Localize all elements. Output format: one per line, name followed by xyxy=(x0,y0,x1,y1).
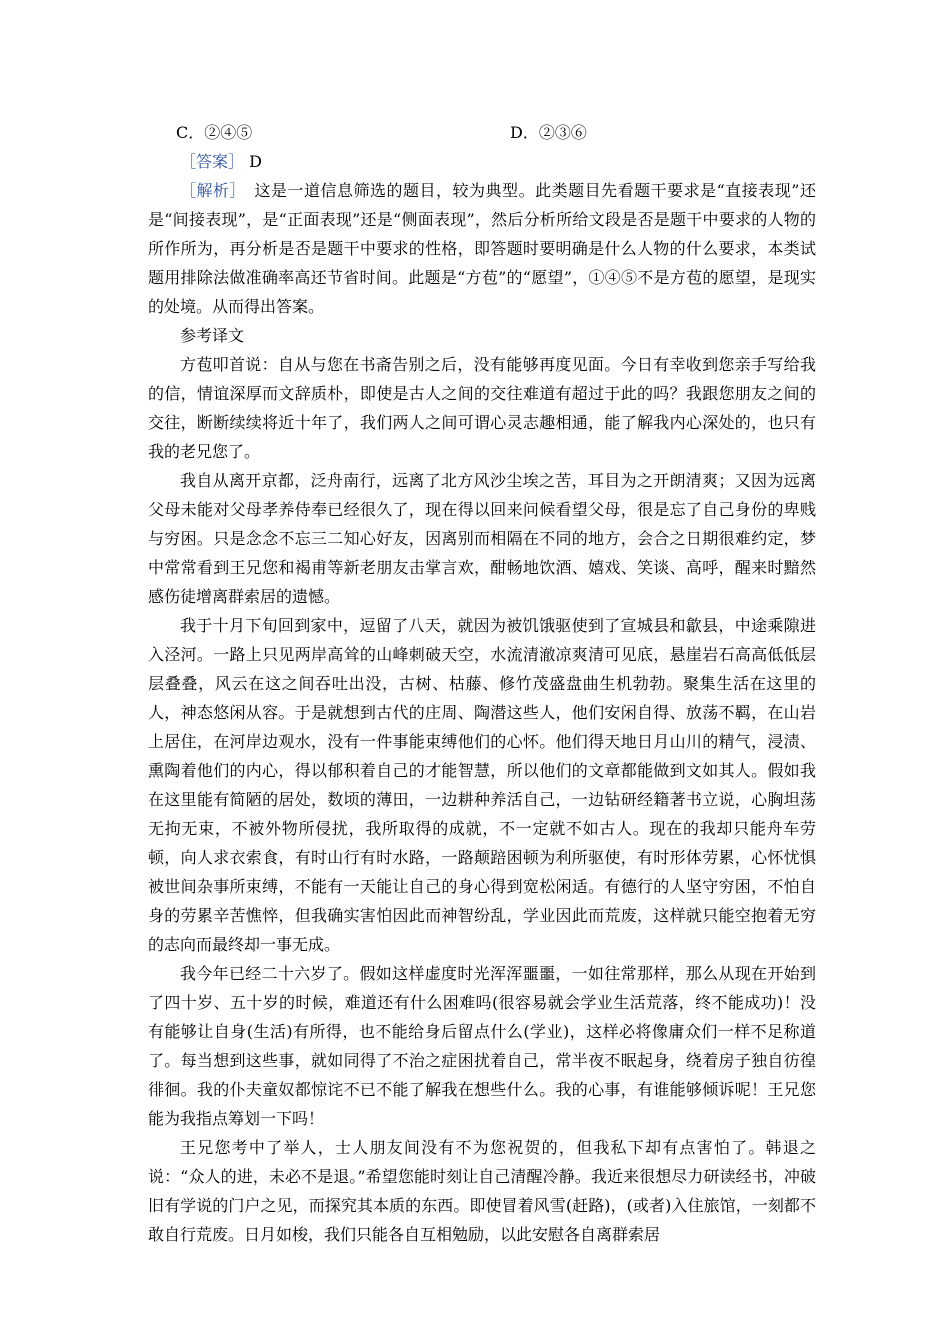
answer-options xyxy=(148,118,816,147)
translation-paragraph-3: 我于十月下旬回到家中，逗留了八天，就因为被饥饿驱使到了宣城县和歙县，中途乘隙进入泾河。一路上只见两岸高耸的山峰刺破天空，水流清澈凉爽清可见底，悬崖岩石高高低低层层叠叠，风云在这之间吞吐出没，古树、枯藤、修竹茂盛盘曲生机勃勃。聚集生活在这里的人，神态悠闲从容。于是就想到古代的庄周、陶潜这些人，他们安闲自得、放荡不羁，在山岩上居住，在河岸边观水，没有一件事能束缚他们的心怀。他们得天地日月山川的精气，浸渍、熏陶着他们的内心，得以郁积着自己的才能智慧，所以他们的文章都能做到文如其人。假如我在这里能有简陋的居处，数顷的薄田，一边耕种养活自己，一边钻研经籍著书立说，心胸坦荡无拘无束，不被外物所侵扰，我所取得的成就，不一定就不如古人。现在的我却只能舟车劳顿，向人求衣索食，有时山行有时水路，一路颠踣困顿为利所驱使，有时形体劳累，心怀忧惧被世间杂事所束缚，不能有一天能让自己的身心得到宽松闲适。有德行的人坚守穷困，不怕自身的劳累辛苦憔悴，但我确实害怕因此而神智纷乱，学业因此而荒废，这样就只能空抱着无穷的志向而最终却一事无成。 xyxy=(148,616,816,954)
document-body xyxy=(148,118,816,1249)
translation-paragraph-2: 我自从离开京都，泛舟南行，远离了北方风沙尘埃之苦，耳目为之开朗清爽；又因为远离父母未能对父母孝养侍奉已经很久了，现在得以回来问候看望父母，很是忘了自己身份的卑贱与穷困。只是念念不忘三二知心好友，因离别而相隔在不同的地方，会合之日期很难约定，梦中常常看到王兄您和褐甫等新老朋友击掌言欢，酣畅地饮酒、嬉戏、笑谈、高呼，醒来时黯然感伤徒增离群索居的遗憾。 xyxy=(148,471,816,606)
analysis-paragraph xyxy=(148,176,816,321)
analysis-tag: ［解析］ xyxy=(180,181,239,200)
translation-title: 参考译文 xyxy=(180,326,245,345)
answer-tag: ［答案］ xyxy=(180,152,245,171)
answer-line xyxy=(148,147,816,176)
option-d: D．②③⑥ xyxy=(510,123,587,142)
analysis-text: 这是一道信息筛选的题目，较为典型。此类题目先看题干要求是“直接表现”还是“间接表现”，是“正面表现”还是“侧面表现”，然后分析所给文段是否是题干中要求的人物的所作所为，再分析是否是题干中要求的性格，即答题时要明确是什么人物的什么要求，本类试题用排除法做准确率高还节省时间。此题是“方苞”的“愿望”，①④⑤不是方苞的愿望，是现实的处境。从而得出答案。 xyxy=(148,181,816,316)
translation-paragraph-1: 方苞叩首说：自从与您在书斋告别之后，没有能够再度见面。今日有幸收到您亲手写给我的信，情谊深厚而文辞质朴，即使是古人之间的交往难道有超过于此的吗？我跟您朋友之间的交往，断断续续将近十年了，我们两人之间可谓心灵志趣相通，能了解我内心深处的，也只有我的老兄您了。 xyxy=(148,355,816,461)
answer-value: D xyxy=(244,152,262,171)
option-c: C．②④⑤ xyxy=(176,123,253,142)
translation-paragraph-5: 王兄您考中了举人，士人朋友间没有不为您祝贺的，但我私下却有点害怕了。韩退之说：“众人的进，未必不是退。”希望您能时刻让自己清醒冷静。我近来很想尽力研读经书，冲破旧有学说的门户之见，而探究其本质的东西。即使冒着风雪(赶路)，(或者)入住旅馆，一刻都不敢自行荒废。日月如梭，我们只能各自互相勉励，以此安慰各自离群索居 xyxy=(148,1138,816,1244)
translation-paragraph-4: 我今年已经二十六岁了。假如这样虚度时光浑浑噩噩，一如往常那样，那么从现在开始到了四十岁、五十岁的时候，难道还有什么困难吗(很容易就会学业生活荒落，终不能成功)！没有能够让自身(生活)有所得，也不能给身后留点什么(学业)，这样必将像庸众们一样不足称道了。每当想到这些事，就如同得了不治之症困扰着自己，常半夜不眠起身，绕着房子独自彷徨徘徊。我的仆夫童奴都惊诧不已不能了解我在想些什么。我的心事，有谁能够倾诉呢！王兄您能为我指点筹划一下吗！ xyxy=(148,964,816,1128)
